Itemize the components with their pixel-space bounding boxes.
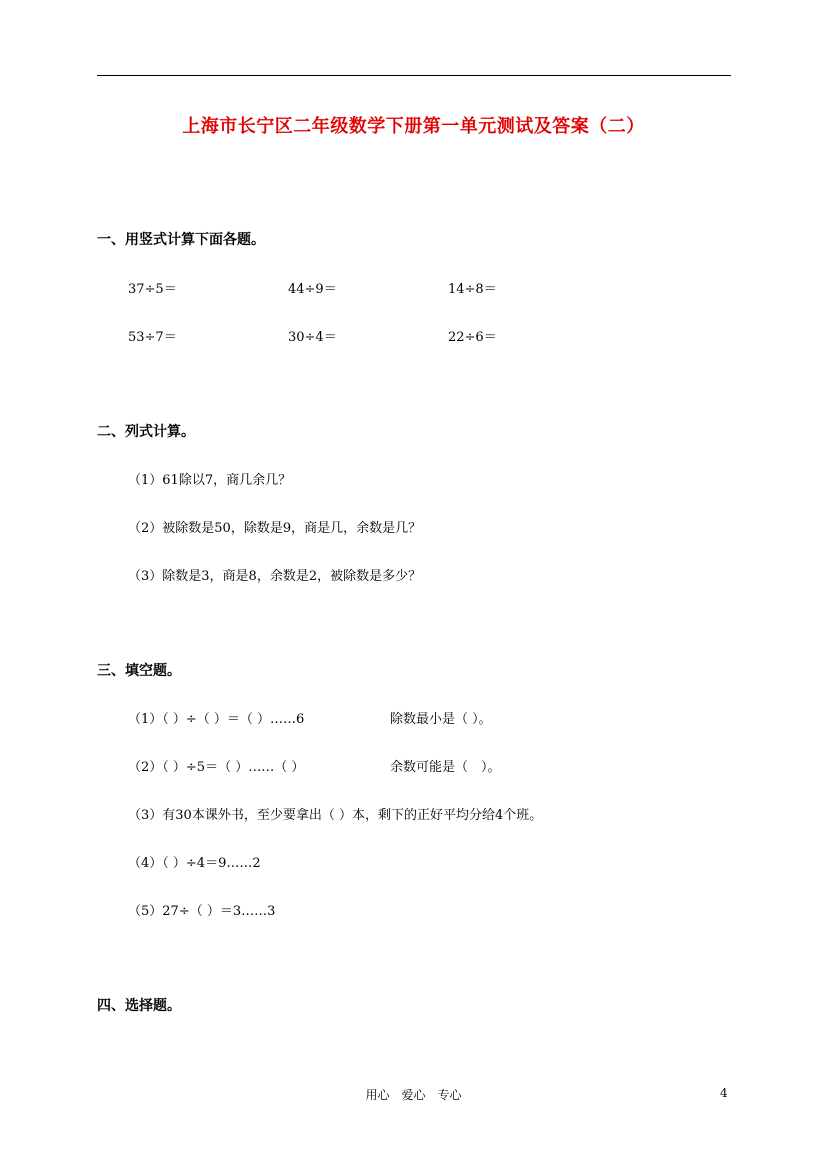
problem-14-8: 14÷8＝ [448,282,497,297]
page-title: 上海市长宁区二年级数学下册第一单元测试及答案（二） [182,116,645,137]
section3-heading: 三、填空题。 [97,663,181,679]
footer-motto: 用心 爱心 专心 [365,1088,462,1102]
problem-44-9: 44÷9＝ [288,282,337,297]
calc-item-2: （2）被除数是50，除数是9，商是几，余数是几？ [128,521,422,536]
section4-heading: 四、选择题。 [97,998,181,1014]
fill-item-2-note: 余数可能是（ ）。 [390,760,501,775]
problem-30-4: 30÷4＝ [288,330,337,345]
problem-37-5: 37÷5＝ [128,282,177,297]
calc-item-3: （3）除数是3，商是8，余数是2，被除数是多少？ [128,569,422,584]
fill-item-1: （1）（ ）÷（ ）＝（ ）……6 [128,712,305,727]
fill-item-2: （2）（ ）÷5＝（ ）……（ ） [128,760,305,775]
calc-item-1: （1）61除以7，商几余几？ [128,473,292,488]
problem-22-6: 22÷6＝ [448,330,497,345]
page-number: 4 [720,1086,728,1100]
fill-item-3: （3）有30本课外书，至少要拿出（ ）本，剩下的正好平均分给4个班。 [128,808,543,823]
section2-heading: 二、列式计算。 [97,424,195,440]
fill-item-4: （4）（ ）÷4＝9……2 [128,856,261,871]
fill-item-1-note: 除数最小是（ ）。 [390,712,492,727]
fill-item-5: （5）27÷（ ）＝3……3 [128,904,276,919]
section1-heading: 一、用竖式计算下面各题。 [97,232,265,248]
problem-53-7: 53÷7＝ [128,330,177,345]
header-rule [97,75,731,76]
